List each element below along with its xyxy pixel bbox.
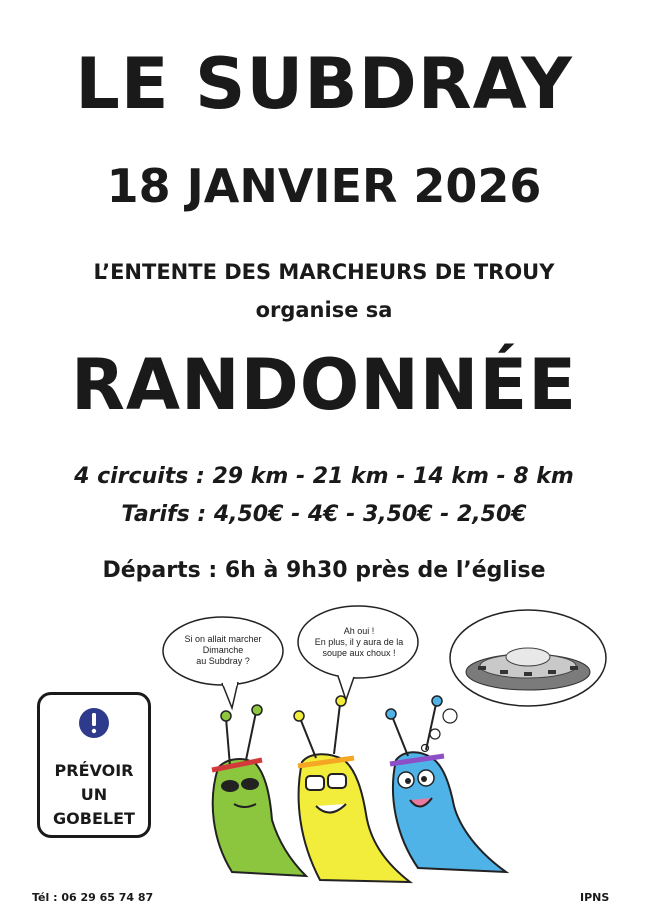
thought-bubble [422,610,607,752]
event-name: RANDONNÉE [70,344,578,426]
event-date: 18 JANVIER 2026 [106,159,542,213]
organizer-line: L’ENTENTE DES MARCHEURS DE TROUY [93,260,555,284]
footer-ipns: IPNS [580,891,610,904]
footer-phone: Tél : 06 29 65 74 87 [32,891,154,904]
green-slug [212,705,306,876]
speech-bubble-left-text: Si on allait marcher Dimanche au Subdray ? [184,634,262,666]
notice-box [37,692,151,838]
notice-line-2: UN [80,785,108,804]
speech-bubble-middle-text: Ah oui ! En plus, il y aura de la soupe aux choux ! [314,626,404,658]
organizer-subline: organise sa [255,298,393,322]
circuits-info: 4 circuits : 29 km - 21 km - 14 km - 8 km [74,464,574,489]
exclamation-icon [78,707,110,739]
departs-info: Départs : 6h à 9h30 près de l’église [102,558,546,583]
event-location-title: LE SUBDRAY [75,43,573,125]
notice-line-3: GOBELET [53,809,135,828]
notice-line-1: PRÉVOIR [54,761,134,780]
tarifs-info: Tarifs : 4,50€ - 4€ - 3,50€ - 2,50€ [121,502,527,527]
